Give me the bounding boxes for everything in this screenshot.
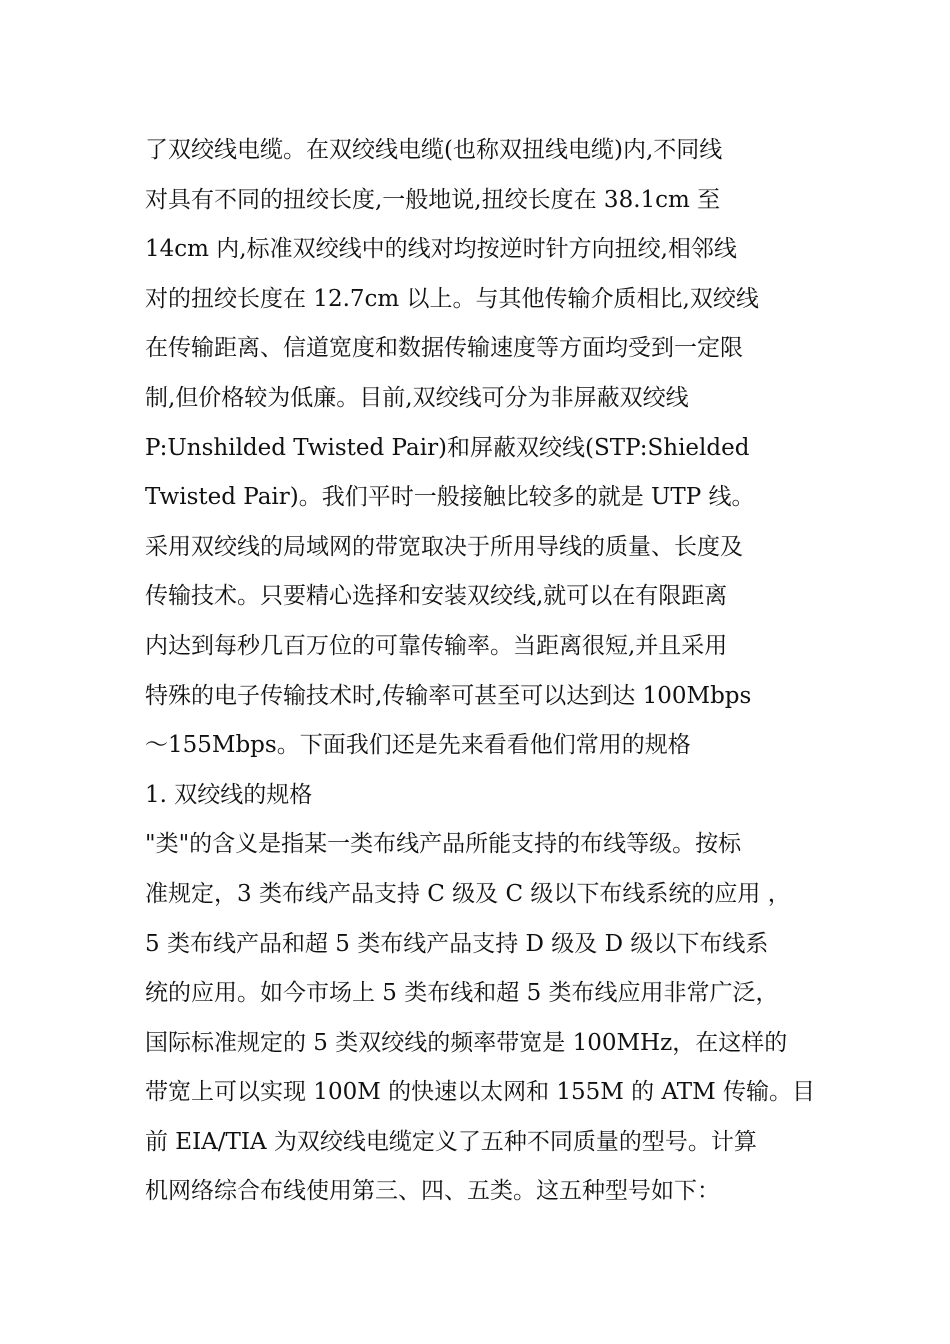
text-line: P:Unshilded Twisted Pair)和屏蔽双绞线(STP:Shielded <box>145 434 750 461</box>
text-line: 对的扭绞长度在 12.7cm 以上。与其他传输介质相比,双绞线 <box>145 285 759 312</box>
text-line: ～155Mbps。下面我们还是先来看看他们常用的规格 <box>145 732 691 759</box>
text-line: 带宽上可以实现 100M 的快速以太网和 155M 的 ATM 传输。目 <box>145 1079 816 1106</box>
text-line: 内达到每秒几百万位的可靠传输率。当距离很短,并且采用 <box>145 632 728 659</box>
text-line: 统的应用。如今市场上 5 类布线和超 5 类布线应用非常广泛， <box>145 980 779 1007</box>
text-line: 在传输距离、信道宽度和数据传输速度等方面均受到一定限 <box>145 335 743 362</box>
text-line: 了双绞线电缆。在双绞线电缆(也称双扭线电缆)内,不同线 <box>145 137 723 163</box>
text-line: 传输技术。只要精心选择和安装双绞线,就可以在有限距离 <box>145 583 728 610</box>
body-text <box>145 126 825 1217</box>
text-line: 前 EIA/TIA 为双绞线电缆定义了五种不同质量的型号。计算 <box>145 1128 757 1155</box>
text-line: 对具有不同的扭绞长度,一般地说,扭绞长度在 38.1cm 至 <box>145 186 721 213</box>
text-line: 制,但价格较为低廉。目前,双绞线可分为非屏蔽双绞线 <box>145 384 689 411</box>
text-line: 准规定，3 类布线产品支持 C 级及 C 级以下布线系统的应用 ， <box>145 880 791 907</box>
text-line: 5 类布线产品和超 5 类布线产品支持 D 级及 D 级以下布线系 <box>145 930 769 957</box>
text-line: Twisted Pair)。我们平时一般接触比较多的就是 UTP 线。 <box>145 484 755 511</box>
text-line: 特殊的电子传输技术时,传输率可甚至可以达到达 100Mbps <box>145 682 752 709</box>
section-heading: 1. 双绞线的规格 <box>145 781 313 808</box>
text-line: 机网络综合布线使用第三、四、五类。这五种型号如下： <box>145 1178 720 1205</box>
text-line: 国际标准规定的 5 类双绞线的频率带宽是 100MHz，在这样的 <box>145 1029 788 1056</box>
text-line: 14cm 内,标准双绞线中的线对均按逆时针方向扭绞,相邻线 <box>145 236 737 263</box>
text-line: 采用双绞线的局域网的带宽取决于所用导线的质量、长度及 <box>145 533 743 560</box>
text-line: "类"的含义是指某一类布线产品所能支持的布线等级。按标 <box>145 831 742 858</box>
